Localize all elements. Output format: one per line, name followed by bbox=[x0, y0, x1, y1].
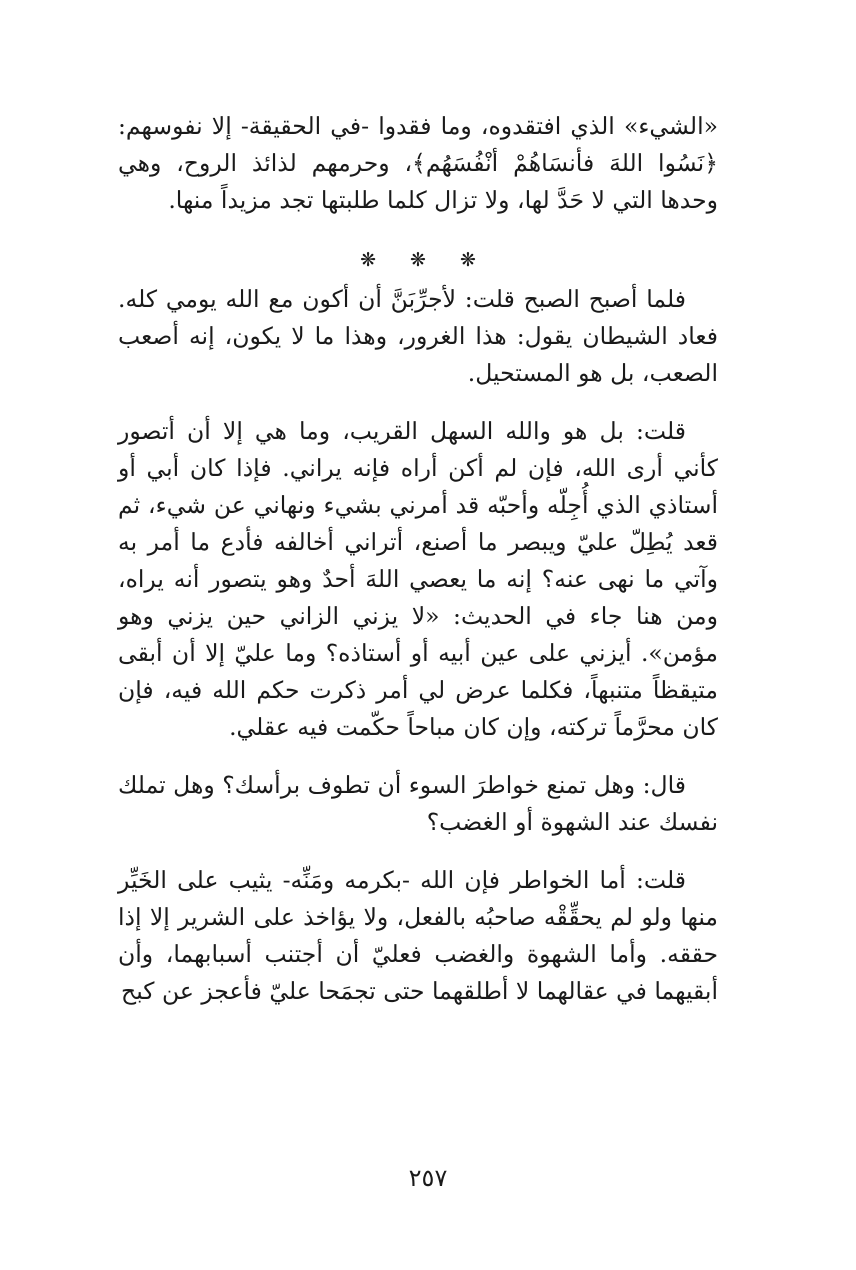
paragraph-4: قال: وهل تمنع خواطرَ السوء أن تطوف برأسك؟ وهل تملك نفسك عند الشهوة أو الغضب؟ bbox=[118, 771, 718, 836]
page-number: ٢٥٧ bbox=[408, 1164, 448, 1192]
paragraph-2: فلما أصبح الصبح قلت: لأجرِّبَنَّ أن أكون مع الله يومي كله. فعاد الشيطان يقول: هذا الغرور، وهذا ما لا يكون، إنه أصعب الصعب، بل هو المستحيل. bbox=[118, 285, 718, 387]
paragraph-3: قلت: بل هو والله السهل القريب، وما هي إلا أن أتصور كأني أرى الله، فإن لم أكن أراه فإنه يراني. فإذا كان أبي أو أستاذي الذي أُجِلّه وأحبّه قد أمرني بشيء ونهاني عن شيء، ثم قعد يُطِلّ عليّ ويبصر ما أصنع، أتراني أخالفه فأدع ما أمر به وآتي ما نهى عنه؟ إنه ما يعصي اللهَ أحدٌ وهو يتصور أنه يراه، ومن هنا جاء في الحديث: «لا يزني الزاني حين يزني وهو مؤمن». أيزني على عين أبيه أو أستاذه؟ وما عليّ إلا أن أبقى متيقظاً متنبهاً، فكلما عرض لي أمر ذكرت حكم الله فيه، فإن كان محرَّماً تركته، وإن كان مباحاً حكّمت فيه عقلي. bbox=[118, 417, 718, 741]
page-body bbox=[118, 108, 718, 1010]
paragraph-1: «الشيء» الذي افتقدوه، وما فقدوا -في الحقيقة- إلا نفوسهم: ﴿نَسُوا اللهَ فأنسَاهُمْ أنْفُسَهُم﴾، وحرمهم لذائذ الروح، وهي وحدها التي لا حَدَّ لها، ولا تزال كلما طلبتها تجد مزيداً منها. bbox=[118, 112, 718, 214]
section-separator: ❋ ❋ ❋ bbox=[360, 249, 490, 271]
paragraph-5: قلت: أما الخواطر فإن الله -بكرمه ومَنِّه- يثيب على الخَيِّر منها ولو لم يحقِّقْه صاحبُه بالفعل، ولا يؤاخذ على الشرير إلا إذا حققه. وأما الشهوة والغضب فعليّ أن أجتنب أسبابهما، وأن أبقيهما في عقالهما لا أطلقهما حتى تجمَحا عليّ فأعجز عن كبح bbox=[118, 866, 718, 1005]
